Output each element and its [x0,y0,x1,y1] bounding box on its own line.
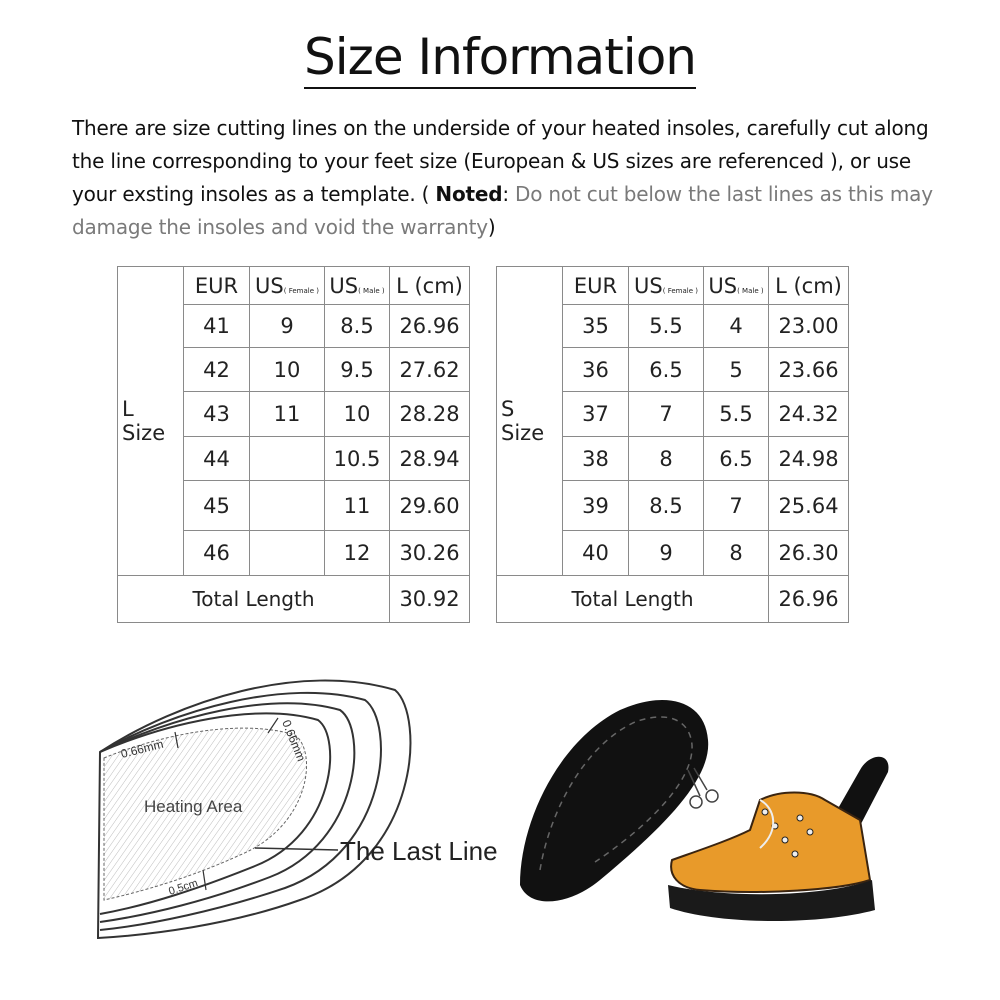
cell-us-female: 11 [250,392,325,437]
cell-eur: 39 [563,481,629,531]
cell-us-male: 6.5 [704,437,769,481]
cell-us-female: 9 [629,531,704,576]
last-line-label: The Last Line [340,836,498,866]
size-label: S Size [497,267,563,576]
cell-eur: 41 [184,305,250,348]
total-row [118,576,470,623]
intro-closing: ) [487,215,496,239]
cell-us-female: 7 [629,392,704,437]
cell-us-female: 6.5 [629,348,704,392]
cell-us-male: 9.5 [325,348,390,392]
cell-us-male: 4 [704,305,769,348]
cell-length: 27.62 [390,348,470,392]
insole-diagram [0,640,1000,1000]
last-line-pointer [255,848,338,850]
header-female-text: ( Female ) [662,286,698,295]
cell-us-male: 10.5 [325,437,390,481]
cell-us-female: 9 [250,305,325,348]
total-length-value: 30.92 [390,576,470,623]
cell-eur: 43 [184,392,250,437]
cell-length: 26.96 [390,305,470,348]
cell-eur: 37 [563,392,629,437]
header-us-male [325,267,390,305]
cell-length: 29.60 [390,481,470,531]
header-male-text: ( Male ) [737,286,764,295]
header-us-text: US [329,273,359,298]
cell-us-male: 10 [325,392,390,437]
cell-eur: 40 [563,531,629,576]
margin-toe-label: 0.66mm [279,717,309,764]
cell-eur: 42 [184,348,250,392]
cell-us-male: 12 [325,531,390,576]
cell-length: 28.28 [390,392,470,437]
cell-us-male: 5 [704,348,769,392]
cell-us-female [250,531,325,576]
cell-us-female: 8 [629,437,704,481]
cell-eur: 46 [184,531,250,576]
intro-paragraph [72,112,952,244]
cell-us-female [250,481,325,531]
noted-label: Noted [435,182,503,206]
heating-area-label: Heating Area [144,797,243,816]
header-us-female [629,267,704,305]
size-label: L Size [118,267,184,576]
cell-length: 26.30 [769,531,849,576]
boot-image [668,793,875,922]
large-size-table [117,266,470,623]
header-eur: EUR [184,267,250,305]
header-us-male [704,267,769,305]
cell-us-male: 11 [325,481,390,531]
total-row [497,576,849,623]
header-length: L (cm) [769,267,849,305]
header-us-female [250,267,325,305]
header-eur: EUR [563,267,629,305]
cell-us-male: 8.5 [325,305,390,348]
cell-eur: 35 [563,305,629,348]
intro-text: There are size cutting lines on the underside of your heated insoles, carefully cut along the line corresponding to your feet size (European & US sizes are referenced ), or use your exsting insoles as a template. ( [72,116,929,206]
cell-eur: 44 [184,437,250,481]
margin-top-label: 0.66mm [119,736,165,761]
page-title [0,28,1000,86]
cell-length: 24.98 [769,437,849,481]
cell-eur: 45 [184,481,250,531]
header-us-text: US [634,273,663,298]
cell-us-male: 7 [704,481,769,531]
cell-us-female [250,437,325,481]
cell-eur: 36 [563,348,629,392]
intro-colon: : [502,182,516,206]
header-us-text: US [255,273,284,298]
warning-text: Do not cut below the last lines as this may damage the insoles and void the warranty [72,182,933,239]
margin-bottom-label: 0.5cm [167,877,200,898]
cell-length: 23.00 [769,305,849,348]
cell-us-male: 8 [704,531,769,576]
small-size-table [496,266,849,623]
total-length-label: Total Length [497,576,769,623]
total-length-label: Total Length [118,576,390,623]
header-female-text: ( Female ) [283,286,319,295]
cell-eur: 38 [563,437,629,481]
cell-us-female: 8.5 [629,481,704,531]
total-length-value: 26.96 [769,576,849,623]
header-us-text: US [708,273,738,298]
cell-length: 23.66 [769,348,849,392]
cell-us-male: 5.5 [704,392,769,437]
cell-length: 30.26 [390,531,470,576]
cell-length: 28.94 [390,437,470,481]
cell-us-female: 5.5 [629,305,704,348]
cell-length: 25.64 [769,481,849,531]
page-title-text: Size Information [304,28,696,89]
cell-length: 24.32 [769,392,849,437]
header-male-text: ( Male ) [358,286,385,295]
header-length: L (cm) [390,267,470,305]
cell-us-female: 10 [250,348,325,392]
